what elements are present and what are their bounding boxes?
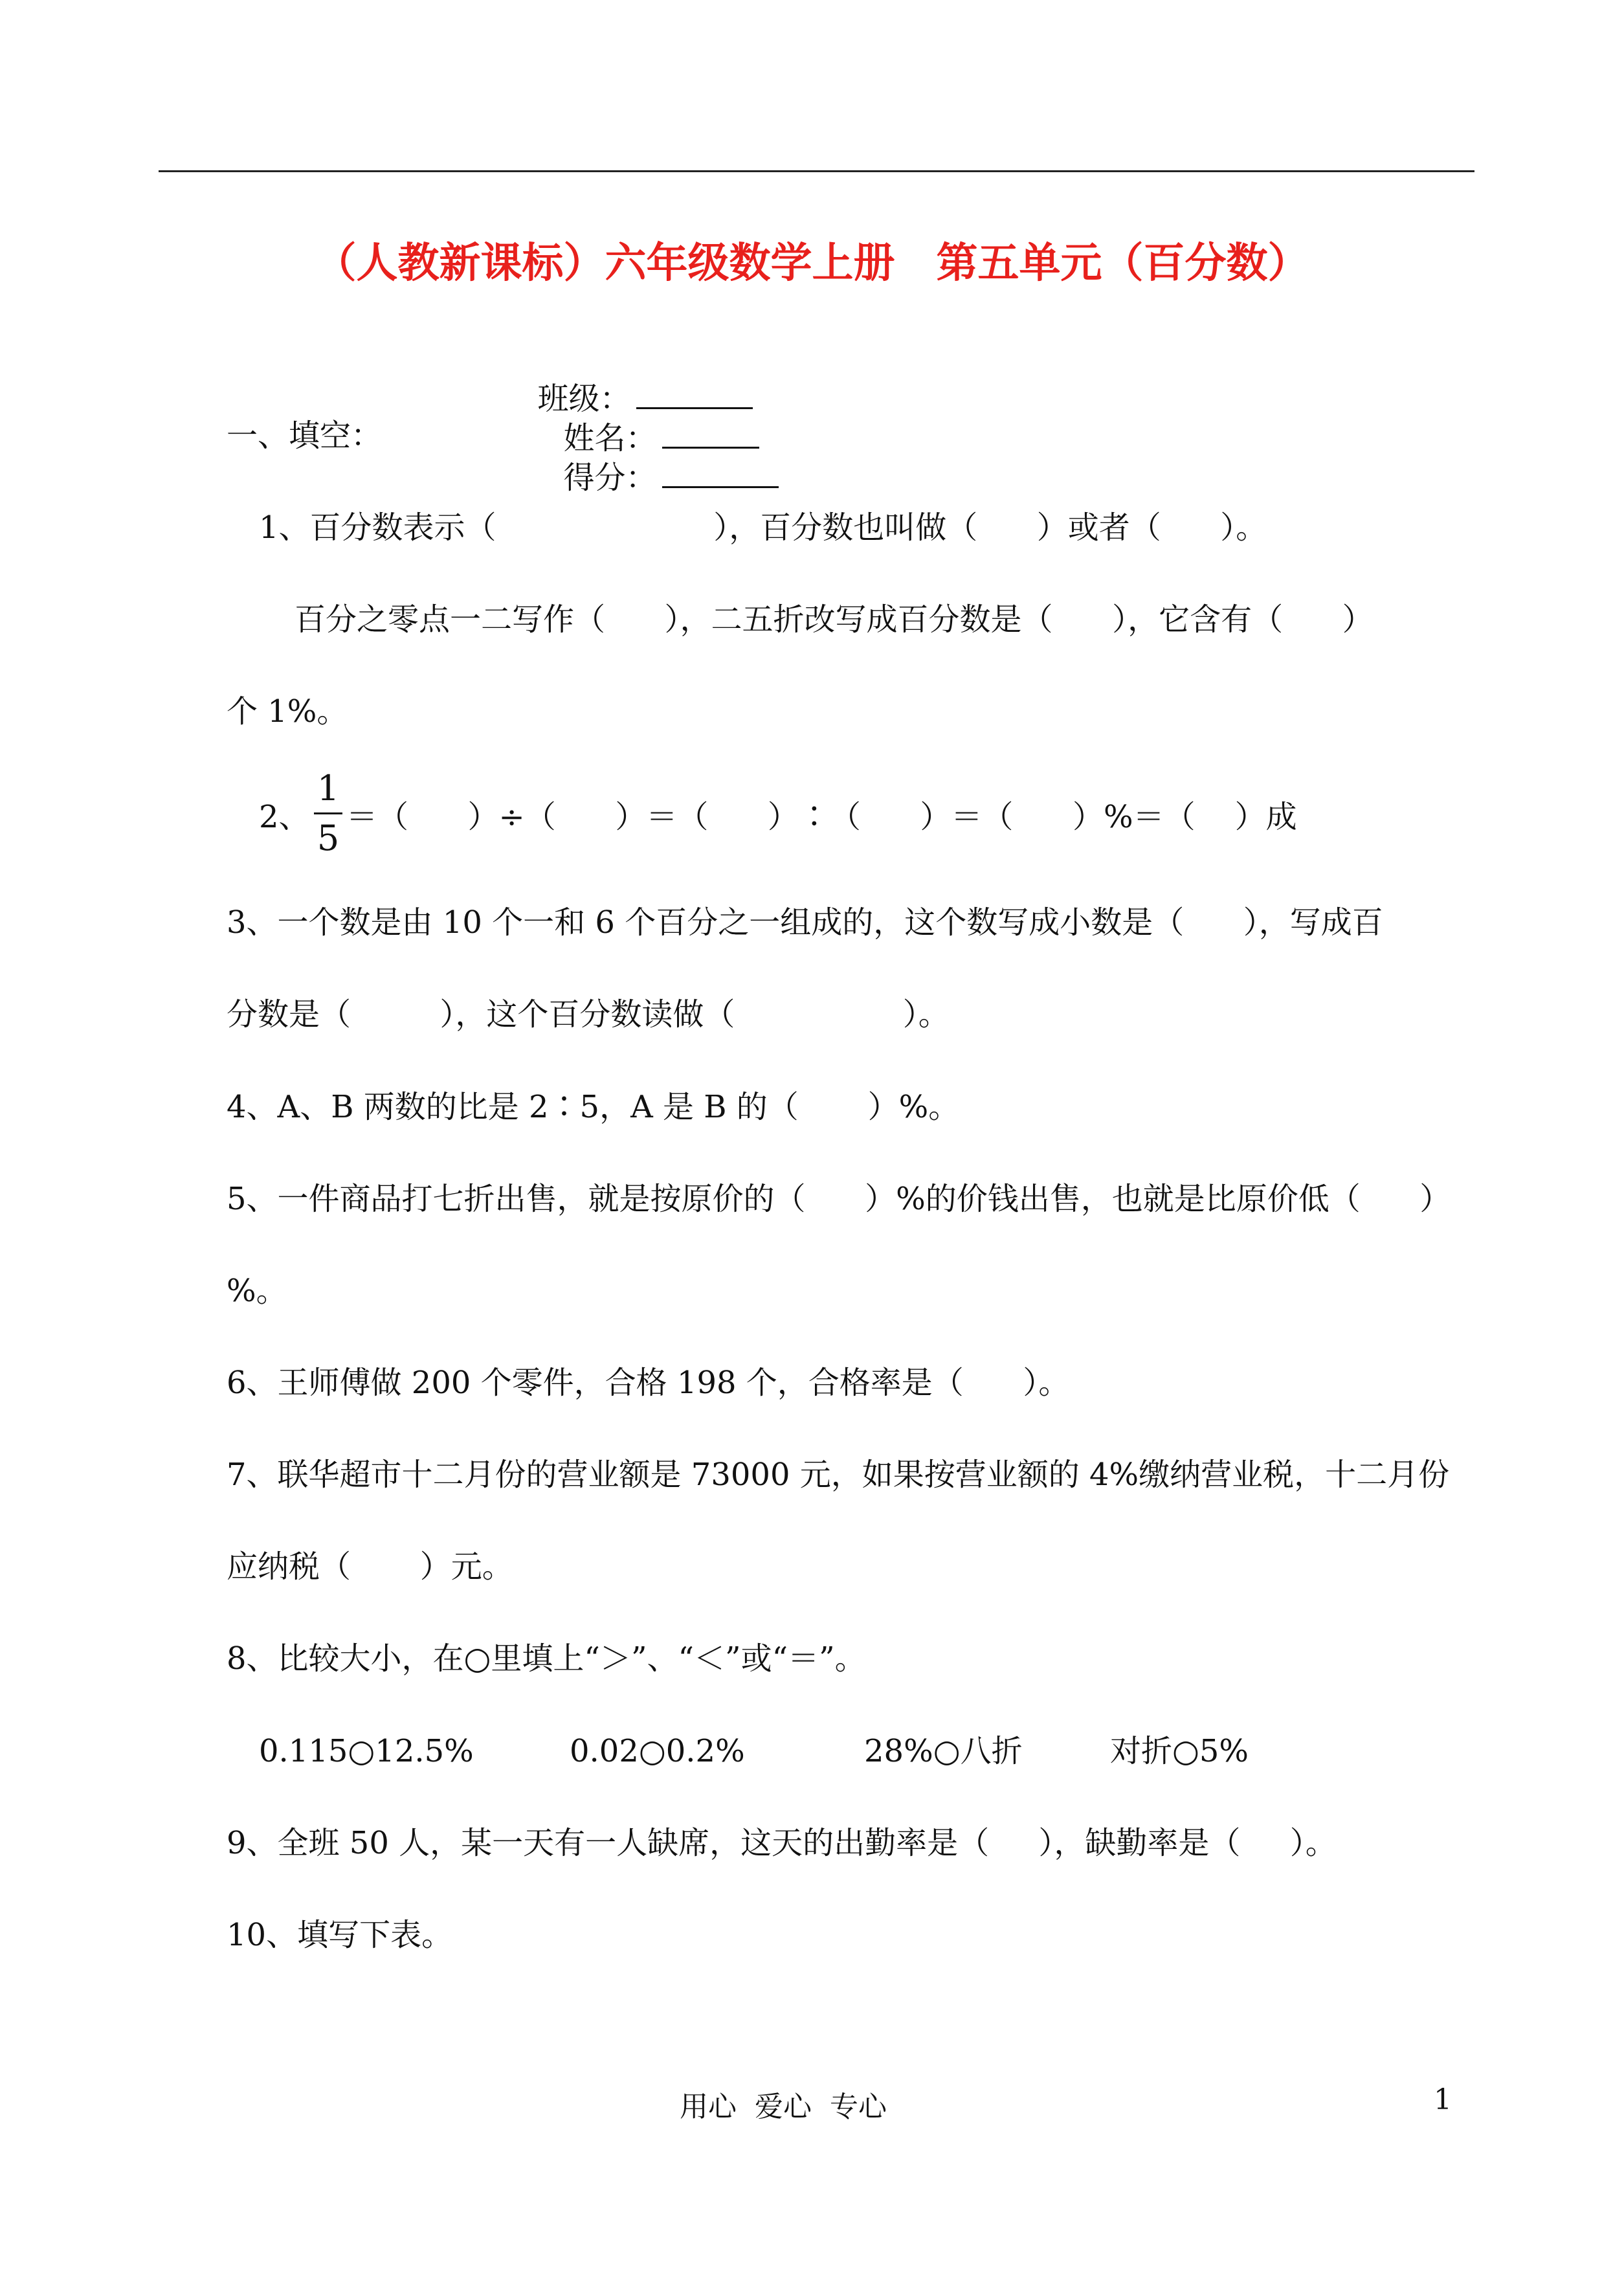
score-label: 得分：: [563, 460, 657, 496]
score-blank[interactable]: [662, 458, 779, 488]
compare-item: 0.02○0.2%: [570, 1733, 745, 1769]
question-3-line-2: 分数是（ ），这个百分数读做（ ）。: [227, 996, 950, 1033]
fraction-denominator: 5: [317, 818, 340, 858]
name-blank[interactable]: [662, 418, 759, 449]
question-1-line-3: 个 1%。: [227, 693, 348, 730]
question-5-line-2: %。: [227, 1273, 287, 1309]
class-blank[interactable]: [636, 379, 753, 409]
compare-item: 对折○5%: [1110, 1733, 1249, 1769]
question-8: 8、比较大小，在○里填上“＞”、“＜”或“＝”。: [227, 1640, 866, 1677]
question-7-line-1: 7、联华超市十二月份的营业额是 73000 元，如果按营业额的 4%缴纳营业税，十二月份: [227, 1457, 1450, 1493]
section-heading: 一、填空：: [227, 418, 383, 454]
fraction-numerator: 1: [317, 768, 340, 809]
question-7-line-2: 应纳税（ ）元。: [227, 1549, 513, 1585]
compare-item: 28%○八折: [864, 1733, 1023, 1769]
question-1-line-2: 百分之零点一二写作（ ），二五折改写成百分数是（ ），它含有（ ）: [295, 601, 1374, 638]
question-2-rest: ＝（ ）÷（ ）＝（ ）∶（ ）＝（ ）%＝（ ）成: [346, 799, 1297, 835]
compare-item: 0.115○12.5%: [259, 1733, 474, 1769]
question-1-line-1: 1、百分数表示（ ），百分数也叫做（ ）或者（ ）。: [259, 509, 1267, 546]
fraction-one-fifth: [314, 767, 342, 860]
fraction-bar: [314, 812, 342, 814]
question-5-line-1: 5、一件商品打七折出售，就是按原价的（ ）%的价钱出售，也就是比原价低（ ）: [227, 1181, 1451, 1217]
class-label: 班级：: [537, 381, 631, 417]
name-label: 姓名：: [563, 420, 657, 456]
question-4: 4、A、B 两数的比是 2∶5，A 是 B 的（ ）%。: [227, 1089, 960, 1125]
question-6: 6、王师傅做 200 个零件，合格 198 个，合格率是（ ）。: [227, 1365, 1070, 1401]
header-rule: [159, 170, 1474, 172]
page-number: 1: [1434, 2083, 1452, 2116]
question-3-line-1: 3、一个数是由 10 个一和 6 个百分之一组成的，这个数写成小数是（ ），写成百: [227, 904, 1383, 941]
question-10: 10、填写下表。: [227, 1917, 453, 1953]
page-title: （人教新课标）六年级数学上册 第五单元（百分数）: [315, 239, 1309, 287]
student-info-line: [518, 340, 784, 497]
footer-motto: 用心 爱心 专心: [680, 2090, 887, 2123]
question-2-prefix: 2、: [259, 799, 310, 835]
question-9: 9、全班 50 人，某一天有一人缺席，这天的出勤率是（ ），缺勤率是（ ）。: [227, 1825, 1337, 1861]
